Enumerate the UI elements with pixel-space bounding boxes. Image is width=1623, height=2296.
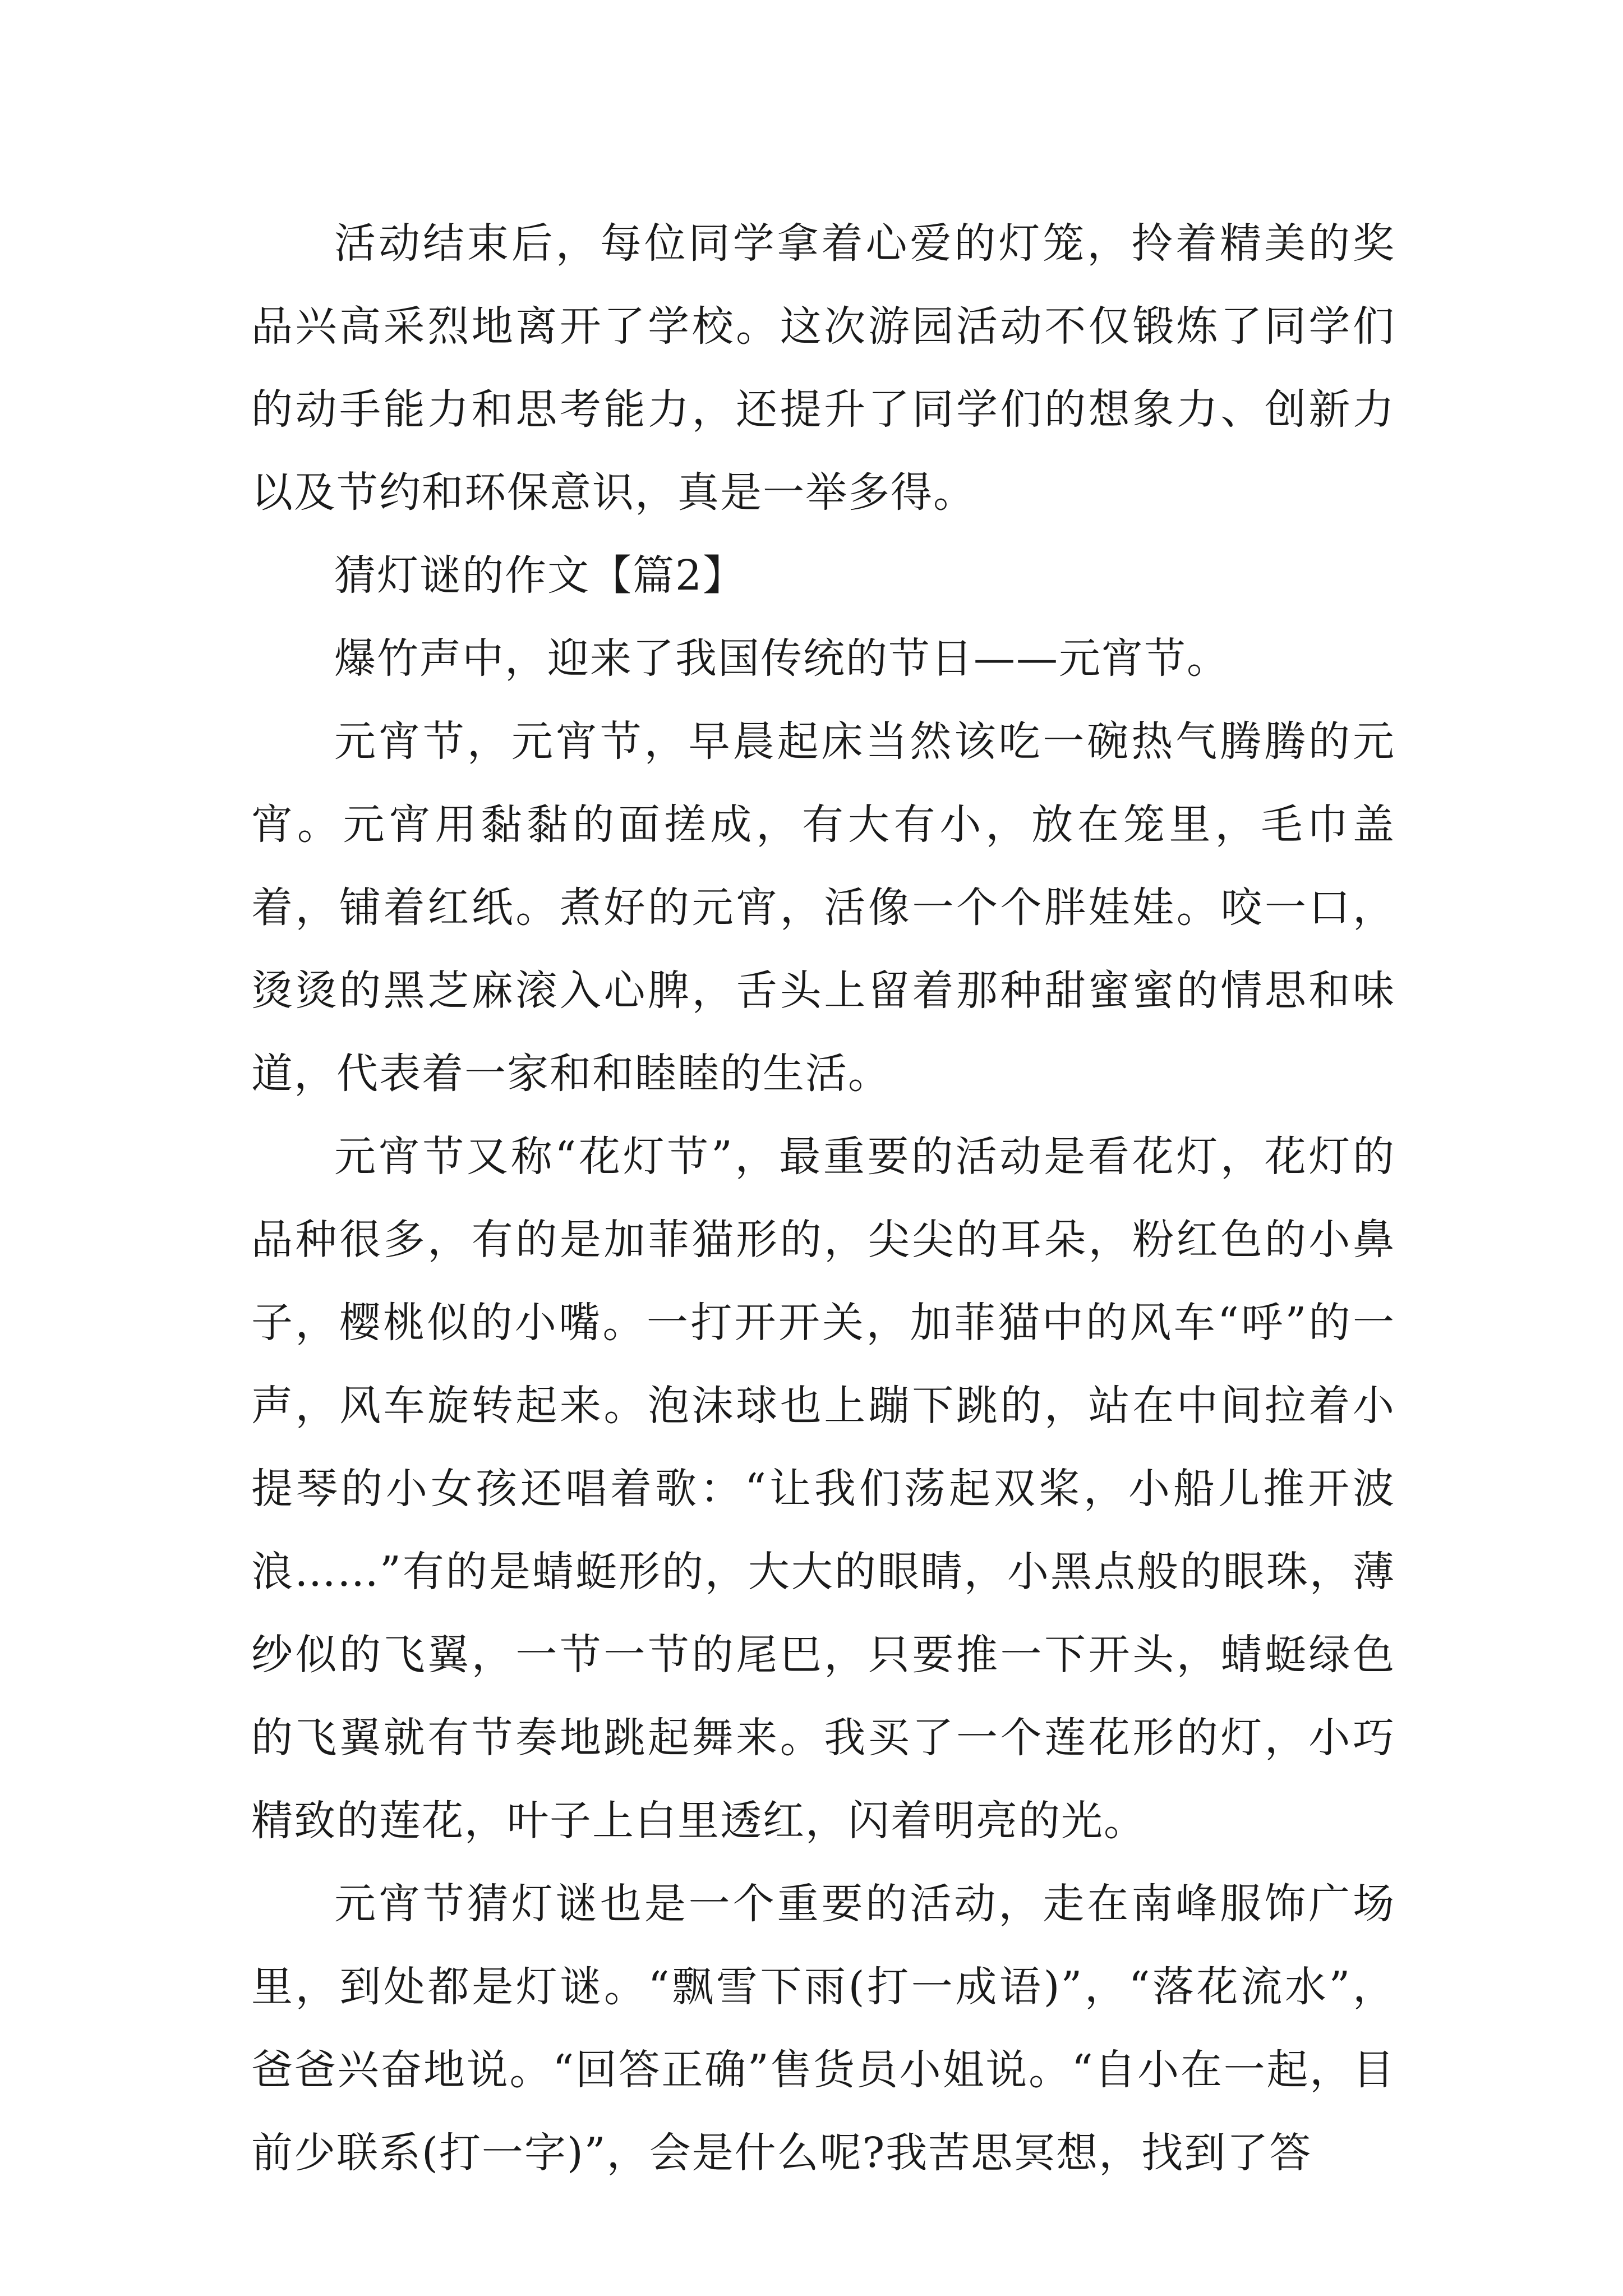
paragraph-riddles: 元宵节猜灯谜也是一个重要的活动，走在南峰服饰广场里，到处都是灯谜。“飘雪下雨(打一成语)”，“落花流水”，爸爸兴奋地说。“回答正确”售货员小姐说。“自小在一起，目前少联系(打一字)”，会是什么呢?我苦思冥想，找到了答 (251, 1880, 1395, 2177)
body-text (251, 202, 1395, 2194)
paragraph-yuanxiao-food: 元宵节，元宵节，早晨起床当然该吃一碗热气腾腾的元宵。元宵用黏黏的面搓成，有大有小，放在笼里，毛巾盖着，铺着红纸。煮好的元宵，活像一个个胖娃娃。咬一口，烫烫的黑芝麻滚入心脾，舌头上留着那种甜蜜蜜的情思和味道，代表着一家和和睦睦的生活。 (251, 717, 1395, 1098)
section-heading: 猜灯谜的作文【篇2】 (334, 551, 746, 600)
paragraph-activity-end: 活动结束后，每位同学拿着心爱的灯笼，拎着精美的奖品兴高采烈地离开了学校。这次游园活动不仅锻炼了同学们的动手能力和思考能力，还提升了同学们的想象力、创新力以及节约和环保意识，真是一举多得。 (251, 219, 1395, 517)
paragraph-firecrackers: 爆竹声中，迎来了我国传统的节日——元宵节。 (334, 634, 1229, 683)
paragraph-lanterns: 元宵节又称“花灯节”，最重要的活动是看花灯，花灯的品种很多，有的是加菲猫形的，尖尖的耳朵，粉红色的小鼻子，樱桃似的小嘴。一打开开关，加菲猫中的风车“呼”的一声，风车旋转起来。泡沫球也上蹦下跳的，站在中间拉着小提琴的小女孩还唱着歌：“让我们荡起双桨，小船儿推开波浪……”有的是蜻蜓形的，大大的眼睛，小黑点般的眼珠，薄纱似的飞翼，一节一节的尾巴，只要推一下开头，蜻蜓绿色的飞翼就有节奏地跳起舞来。我买了一个莲花形的灯，小巧精致的莲花，叶子上白里透红，闪着明亮的光。 (251, 1133, 1395, 1845)
